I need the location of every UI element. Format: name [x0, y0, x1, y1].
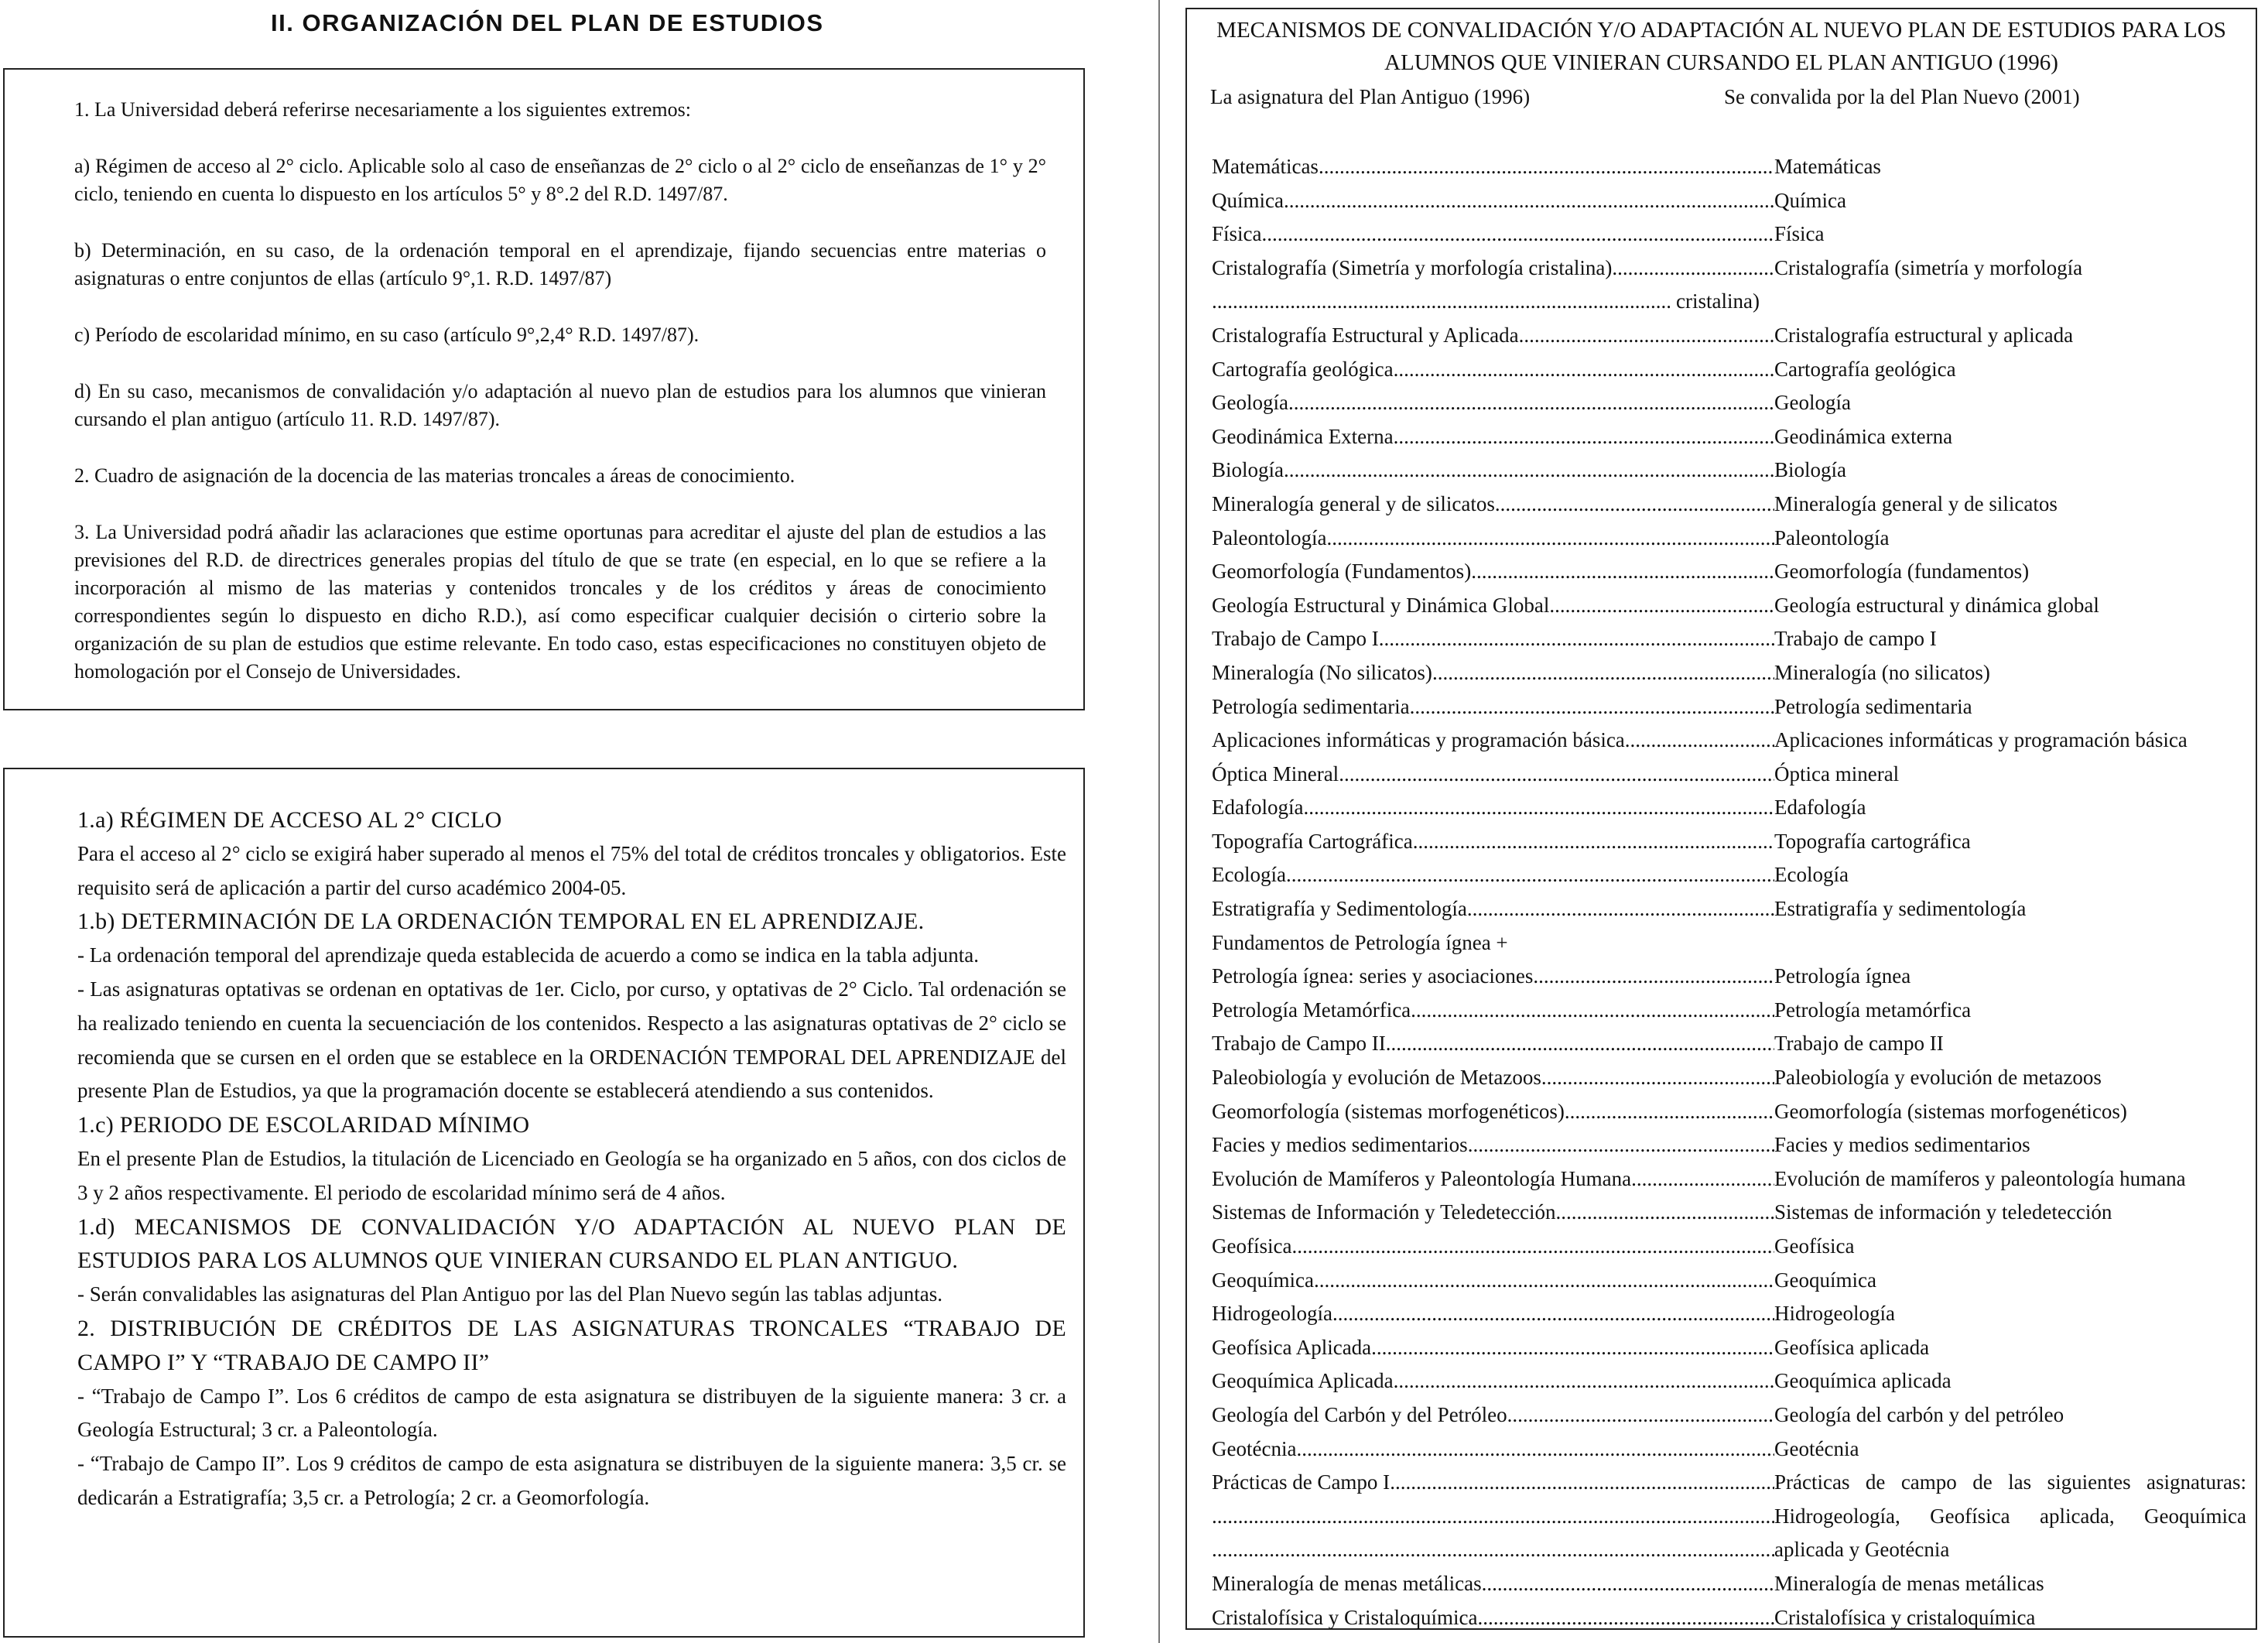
old-subject-cell [1212, 1302, 1774, 1326]
dot-leader [1339, 762, 1774, 786]
section-heading: II. ORGANIZACIÓN DEL PLAN DE ESTUDIOS [271, 9, 824, 36]
table-row [1212, 1100, 2246, 1134]
old-subject-cell [1212, 458, 1774, 482]
table-row [1212, 1504, 2246, 1539]
dot-leader [1386, 1032, 1774, 1056]
table-row [1212, 1302, 2246, 1336]
dot-leader [1565, 1100, 1774, 1124]
new-subject: Geofísica [1774, 1234, 1855, 1258]
old-plan-header: La asignatura del Plan Antiguo (1996) [1210, 85, 1531, 108]
table-row [1212, 492, 2246, 526]
table-row [1212, 1032, 2246, 1066]
new-subject: Cristalofísica y cristaloquímica [1774, 1605, 2036, 1629]
new-plan-header: Se convalida por la del Plan Nuevo (2001) [1724, 85, 2080, 108]
new-subject: Estratigrafía y sedimentología [1774, 897, 2027, 921]
table-row [1212, 1403, 2246, 1437]
table-row [1212, 998, 2246, 1032]
old-subject: Trabajo de Campo II [1212, 1032, 1386, 1056]
table-row [1212, 1538, 2246, 1572]
old-subject: Aplicaciones informáticas y programación básica [1212, 728, 1625, 752]
old-subject: Mineralogía (No silicatos) [1212, 660, 1432, 684]
new-subject: Evolución de mamíferos y paleontología humana [1774, 1166, 2186, 1190]
new-subject: Hidrogeología [1774, 1302, 1895, 1326]
instruction-paragraph: 3. La Universidad podrá añadir las aclaraciones que estime oportunas para acreditar el ajuste del plan de estudios a las previsiones del R.D. de directrices generales propias del título de que se trate (en especial, en lo que se refiere a la incorporación al mismo de las materias y contenidos troncales y de los créditos y áreas de conocimiento correspondientes según lo dispuesto en dicho R.D.), así como especificar cualquier decisión o cirterio sobre la organización de su plan de estudios que estime relevante. En todo caso, estas especificaciones no constituyen objeto de homologación por el Consejo de Universidades. [74, 521, 1046, 683]
old-subject-cell [1212, 1167, 1774, 1191]
credits-heading: 2. DISTRIBUCIÓN DE CRÉDITOS DE LAS ASIGNATURAS TRONCALES “TRABAJO DE CAMPO I” Y “TRABAJO DE CAMPO II” [77, 1315, 1066, 1375]
new-subject: Petrología metamórfica [1774, 998, 1972, 1022]
table-row [1212, 762, 2246, 796]
dot-leader [1411, 998, 1774, 1022]
dot-leader [1286, 863, 1774, 887]
dot-leader [1212, 289, 1670, 323]
dot-leader [1413, 830, 1774, 854]
old-subject-cell [1212, 964, 1774, 988]
old-subject-cell [1212, 830, 1774, 854]
old-subject-cell [1212, 762, 1774, 786]
new-subject: Geoquímica [1774, 1268, 1876, 1292]
dot-leader [1631, 1167, 1774, 1191]
minimum-period-text: En el presente Plan de Estudios, la titulación de Licenciado en Geología se ha organizado en 5 años, con dos ciclos de 3 y 2 años respectivamente. El periodo de escolaridad mínimo será de 4 años. [77, 1146, 1066, 1204]
old-subject: Paleontología [1212, 525, 1327, 549]
dot-leader [1284, 189, 1774, 213]
old-subject: Estratigrafía y Sedimentología [1212, 897, 1467, 921]
table-row [1212, 560, 2246, 594]
table-row [1212, 289, 2246, 323]
new-subject: Facies y medios sedimentarios [1774, 1133, 2030, 1157]
new-subject: Matemáticas [1774, 155, 1881, 178]
old-subject-cell [1212, 1470, 1774, 1494]
table-row [1212, 189, 2246, 223]
equivalence-title: MECANISMOS DE CONVALIDACIÓN Y/O ADAPTACIÓN AL NUEVO PLAN DE ESTUDIOS PARA LOS ALUMNOS QUE VINIERAN CURSANDO EL PLAN ANTIGUO (1996) [1216, 18, 2226, 75]
dot-leader [1612, 256, 1774, 280]
new-subject: aplicada y Geotécnia [1774, 1538, 1950, 1562]
old-subject: Geología del Carbón y del Petróleo [1212, 1402, 1507, 1426]
old-subject: Cristalografía (Simetría y morfología cristalina) [1212, 255, 1613, 279]
old-subject: Biología [1212, 458, 1284, 482]
old-subject-cell [1212, 1032, 1774, 1056]
old-subject-cell [1212, 155, 1774, 179]
table-row [1212, 1133, 2246, 1167]
credits-item: - “Trabajo de Campo II”. Los 9 créditos de campo de esta asignatura se distribuyen de la siguiente manera: 3,5 cr. se dedicarán a Estratigrafía; 3,5 cr. a Petrología; 2 cr. a Geomorfología. [77, 1452, 1066, 1509]
dot-leader [1625, 728, 1774, 752]
table-row [1212, 323, 2246, 358]
old-subject: Topografía Cartográfica [1212, 829, 1413, 853]
old-subject: Mineralogía de menas metálicas [1212, 1571, 1482, 1595]
plan-details-box [3, 768, 1085, 1638]
old-subject-cell [1212, 526, 1774, 550]
dot-leader [1549, 594, 1774, 618]
instruction-paragraph: 2. Cuadro de asignación de la docencia de las materias troncales a áreas de conocimiento. [74, 464, 795, 487]
dot-leader [1332, 1302, 1774, 1326]
old-subject: Geotécnia [1212, 1436, 1297, 1460]
old-subject-cell [1212, 897, 1774, 921]
table-row [1212, 1336, 2246, 1370]
new-subject: Geología del carbón y del petróleo [1774, 1402, 2064, 1426]
new-subject: cristalina) [1676, 289, 1760, 313]
dot-leader [1477, 1606, 1774, 1630]
old-subject: Química [1212, 188, 1284, 212]
new-subject: Mineralogía de menas metálicas [1774, 1571, 2044, 1595]
old-subject-cell [1212, 560, 1774, 584]
old-subject: Trabajo de Campo I [1212, 627, 1379, 651]
old-subject-cell [1212, 998, 1774, 1022]
access-regime-heading: 1.a) RÉGIMEN DE ACCESO AL 2° CICLO [77, 807, 502, 833]
old-subject-cell [1212, 391, 1774, 415]
dot-leader [1555, 1200, 1774, 1224]
old-subject-cell [1212, 1066, 1774, 1090]
old-subject: Hidrogeología [1212, 1302, 1332, 1326]
dot-leader [1262, 222, 1775, 246]
table-row [1212, 1437, 2246, 1471]
new-subject: Mineralogía (no silicatos) [1774, 660, 1990, 684]
dot-leader [1319, 155, 1774, 179]
new-subject: Cartografía geológica [1774, 357, 1956, 381]
old-subject-cell [1212, 256, 1774, 280]
old-subject-cell [1212, 358, 1774, 382]
dot-leader [1296, 1437, 1774, 1461]
instructions-box [3, 68, 1085, 710]
old-subject-cell [1212, 1200, 1774, 1224]
new-subject: Geomorfología (sistemas morfogenéticos) [1774, 1099, 2127, 1123]
table-row [1212, 897, 2246, 931]
new-subject: Cristalografía estructural y aplicada [1774, 323, 2074, 347]
old-subject-cell [1212, 1606, 1774, 1630]
table-row [1212, 1369, 2246, 1403]
credits-item: - “Trabajo de Campo I”. Los 6 créditos de campo de esta asignatura se distribuyen de la siguiente manera: 3 cr. a Geología Estructural; 3 cr. a Paleontología. [77, 1384, 1066, 1442]
dot-leader [1394, 1369, 1774, 1393]
old-subject-cell [1212, 1369, 1774, 1393]
old-subject-cell [1212, 1100, 1774, 1124]
table-row [1212, 155, 2246, 189]
dot-leader [1471, 560, 1774, 584]
old-subject: Matemáticas [1212, 155, 1319, 178]
temporal-order-item: - Las asignaturas optativas se ordenan en optativas de 1er. Ciclo, por curso, y optativas de 2° Ciclo. Tal ordenación se ha realizado teniendo en cuenta la secuenciación de los contenidos. Respecto a las asignaturas optativas de 2° ciclo se recomienda que se cursen en el orden que se establece en la ORDENACIÓN TEMPORAL DEL APRENDIZAJE del presente Plan de Estudios, ya que la programación docente se establecerá atendiendo a sus contenidos. [77, 977, 1066, 1103]
dot-leader [1467, 897, 1774, 921]
table-row [1212, 863, 2246, 897]
old-subject: Geofísica [1212, 1234, 1292, 1258]
dot-leader [1495, 492, 1774, 516]
table-row [1212, 526, 2246, 560]
table-row [1212, 1606, 2246, 1640]
table-row [1212, 1200, 2246, 1234]
dot-leader [1394, 425, 1774, 449]
new-subject: Geología [1774, 391, 1851, 415]
dot-leader [1533, 964, 1774, 988]
table-row [1212, 425, 2246, 459]
old-subject-cell [1212, 728, 1774, 752]
dot-leader [1326, 526, 1774, 550]
temporal-order-heading: 1.b) DETERMINACIÓN DE LA ORDENACIÓN TEMPORAL EN EL APRENDIZAJE. [77, 909, 925, 935]
old-subject: Geomorfología (Fundamentos) [1212, 560, 1472, 584]
new-subject: Ecología [1774, 863, 1849, 887]
dot-leader [1390, 1470, 1774, 1494]
table-row [1212, 391, 2246, 425]
instruction-paragraph: c) Período de escolaridad mínimo, en su caso (artículo 9°,2,4° R.D. 1497/87). [74, 323, 700, 346]
new-subject: Hidrogeología, Geofísica aplicada, Geoquímica [1774, 1504, 2246, 1528]
dot-leader [1379, 627, 1774, 651]
new-subject: Geoquímica aplicada [1774, 1369, 1952, 1393]
old-subject: Geoquímica [1212, 1268, 1314, 1292]
new-subject: Mineralogía general y de silicatos [1774, 491, 2058, 515]
table-row [1212, 1234, 2246, 1268]
old-subject: Petrología ígnea: series y asociaciones [1212, 964, 1534, 988]
equivalence-rows [1212, 155, 2246, 1639]
dot-leader [1519, 323, 1774, 347]
dot-leader [1303, 796, 1774, 820]
table-row [1212, 358, 2246, 392]
new-subject: Paleontología [1774, 525, 1890, 549]
old-subject-cell [1212, 695, 1774, 719]
table-row [1212, 1066, 2246, 1100]
table-row [1212, 1572, 2246, 1606]
new-subject: Geofísica aplicada [1774, 1335, 1930, 1359]
dot-leader [1314, 1268, 1774, 1292]
new-subject: Geomorfología (fundamentos) [1774, 560, 2030, 584]
table-row [1212, 594, 2246, 628]
minimum-period-heading: 1.c) PERIODO DE ESCOLARIDAD MÍNIMO [77, 1112, 530, 1138]
table-row [1212, 931, 2246, 965]
new-subject: Trabajo de campo I [1774, 627, 1937, 651]
temporal-order-item: - La ordenación temporal del aprendizaje queda establecida de acuerdo a como se indica en la tabla adjunta. [77, 943, 979, 967]
old-subject: Física [1212, 222, 1262, 246]
old-subject: Petrología Metamórfica [1212, 998, 1411, 1022]
dot-leader [1468, 1133, 1774, 1157]
new-subject: Química [1774, 188, 1846, 212]
dot-leader [1212, 1538, 1774, 1572]
new-subject: Geodinámica externa [1774, 424, 1953, 448]
new-subject: Biología [1774, 458, 1846, 482]
table-row [1212, 256, 2246, 290]
instruction-paragraph: 1. La Universidad deberá referirse necesariamente a los siguientes extremos: [74, 98, 691, 121]
new-subject: Cristalografía (simetría y morfología [1774, 255, 2083, 279]
table-row [1212, 830, 2246, 864]
new-subject: Edafología [1774, 796, 1866, 820]
old-subject: Cristalografía Estructural y Aplicada [1212, 323, 1519, 347]
table-row [1212, 222, 2246, 256]
old-subject: Facies y medios sedimentarios [1212, 1133, 1468, 1157]
old-subject-cell [1212, 931, 1774, 955]
old-subject-cell [1212, 189, 1774, 213]
table-row [1212, 1268, 2246, 1302]
old-subject: Geoquímica Aplicada [1212, 1369, 1394, 1393]
new-subject: Óptica mineral [1774, 762, 1900, 786]
new-subject: Petrología ígnea [1774, 964, 1911, 988]
old-subject-cell [1212, 1268, 1774, 1292]
validation-heading: 1.d) MECANISMOS DE CONVALIDACIÓN Y/O ADAPTACIÓN AL NUEVO PLAN DE ESTUDIOS PARA LOS ALUMNOS QUE VINIERAN CURSANDO EL PLAN ANTIGUO. [77, 1213, 1066, 1274]
old-subject-cell [1212, 1336, 1774, 1360]
dot-leader [1541, 1066, 1774, 1090]
old-subject-cell [1212, 323, 1774, 347]
new-subject: Geología estructural y dinámica global [1774, 593, 2099, 617]
old-subject: Geomorfología (sistemas morfogenéticos) [1212, 1099, 1565, 1123]
new-subject: Trabajo de campo II [1774, 1032, 1944, 1056]
dot-leader [1284, 458, 1774, 482]
dot-leader [1394, 358, 1774, 382]
old-subject-cell [1212, 1133, 1774, 1157]
table-row [1212, 1167, 2246, 1201]
dot-leader [1371, 1336, 1774, 1360]
old-subject: Sistemas de Información y Teledetección [1212, 1200, 1556, 1224]
new-subject: Física [1774, 222, 1825, 246]
page-divider [1158, 0, 1160, 1643]
dot-leader [1432, 661, 1774, 685]
old-subject: Ecología [1212, 863, 1286, 887]
dot-leader [1291, 1234, 1774, 1258]
old-subject-cell [1212, 863, 1774, 887]
table-row [1212, 1470, 2246, 1504]
old-subject: Cartografía geológica [1212, 357, 1394, 381]
new-subject: Paleobiología y evolución de metazoos [1774, 1066, 2102, 1090]
old-subject: Geodinámica Externa [1212, 424, 1394, 448]
table-row [1212, 964, 2246, 998]
dot-leader [1507, 1403, 1774, 1427]
old-subject-cell [1212, 796, 1774, 820]
instruction-paragraph: d) En su caso, mecanismos de convalidación y/o adaptación al nuevo plan de estudios para los alumnos que vinieran cursando el plan antiguo (artículo 11. R.D. 1497/87). [74, 380, 1046, 430]
old-subject-cell [1212, 1234, 1774, 1258]
old-subject: Mineralogía general y de silicatos [1212, 491, 1495, 515]
old-subject: Petrología sedimentaria [1212, 694, 1410, 718]
old-subject-cell [1212, 661, 1774, 685]
dot-leader [1212, 1504, 1774, 1539]
new-subject: Aplicaciones informáticas y programación básica [1774, 728, 2188, 752]
dot-leader [1288, 391, 1774, 415]
old-subject-cell [1212, 1403, 1774, 1427]
new-subject: Sistemas de información y teledetección [1774, 1200, 2112, 1224]
instruction-paragraph: a) Régimen de acceso al 2° ciclo. Aplicable solo al caso de enseñanzas de 2° ciclo o al 2° ciclo de enseñanzas de 1° y 2° ciclo, teniendo en cuenta lo dispuesto en los artículos 5° y 8°.2 del R.D. 1497/87. [74, 155, 1046, 205]
old-subject-cell [1212, 492, 1774, 516]
old-subject: Geología Estructural y Dinámica Global [1212, 593, 1550, 617]
old-subject-cell [1212, 1437, 1774, 1461]
validation-text: - Serán convalidables las asignaturas del Plan Antiguo por las del Plan Nuevo según las tablas adjuntas. [77, 1282, 943, 1306]
old-subject: Fundamentos de Petrología ígnea + [1212, 930, 1508, 954]
table-row [1212, 458, 2246, 492]
table-row [1212, 695, 2246, 729]
access-regime-text: Para el acceso al 2° ciclo se exigirá haber superado al menos el 75% del total de créditos troncales y obligatorios. Este requisito será de aplicación a partir del curso académico 2004-05. [77, 841, 1066, 899]
table-row [1212, 661, 2246, 695]
old-subject-cell [1212, 627, 1774, 651]
old-subject: Cristalofísica y Cristaloquímica [1212, 1605, 1478, 1629]
new-subject: Topografía cartográfica [1774, 829, 1971, 853]
old-subject: Óptica Mineral [1212, 762, 1339, 786]
old-subject: Evolución de Mamíferos y Paleontología Humana [1212, 1166, 1632, 1190]
new-subject: Geotécnia [1774, 1436, 1859, 1460]
old-subject-cell [1212, 594, 1774, 618]
old-subject: Geología [1212, 391, 1288, 415]
table-row [1212, 796, 2246, 830]
old-subject: Geofísica Aplicada [1212, 1335, 1372, 1359]
old-subject-cell [1212, 222, 1774, 246]
new-subject: Petrología sedimentaria [1774, 694, 1972, 718]
dot-leader [1482, 1572, 1774, 1596]
dot-leader [1410, 695, 1774, 719]
new-subject: Prácticas de campo de las siguientes asignaturas: [1774, 1470, 2246, 1494]
table-row [1212, 627, 2246, 661]
instruction-paragraph: b) Determinación, en su caso, de la ordenación temporal en el aprendizaje, fijando secuencias entre materias o asignaturas o entre conjuntos de ellas (artículo 9°,1. R.D. 1497/87) [74, 239, 1046, 289]
old-subject-cell [1212, 1572, 1774, 1596]
old-subject: Edafología [1212, 796, 1304, 820]
old-subject-cell [1212, 425, 1774, 449]
equivalence-table-box [1185, 8, 2257, 1630]
old-subject: Prácticas de Campo I [1212, 1470, 1391, 1494]
old-subject: Paleobiología y evolución de Metazoos [1212, 1066, 1541, 1090]
table-row [1212, 728, 2246, 762]
